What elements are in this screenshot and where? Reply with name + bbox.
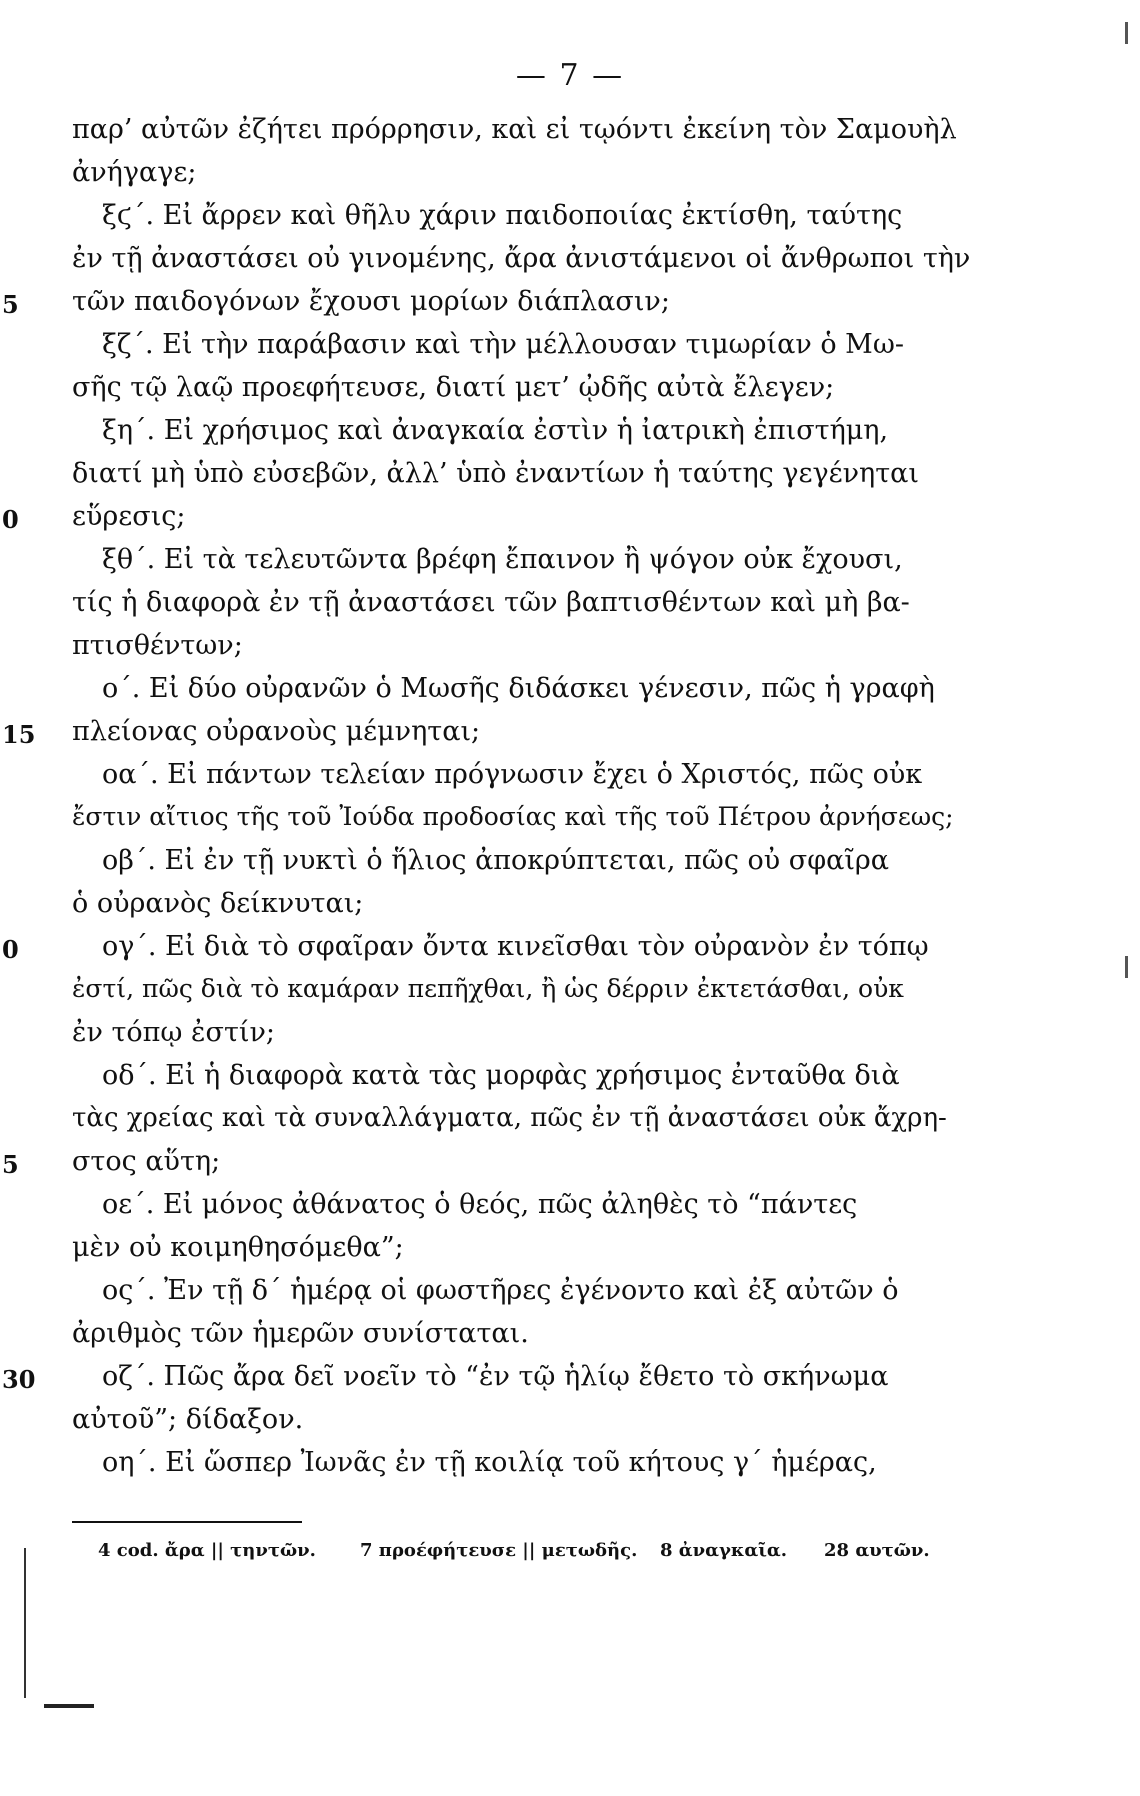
scan-tick-mark (1125, 22, 1128, 44)
text-line: ος΄. Ἐν τῇ δ΄ ἡμέρᾳ οἱ φωστῆρες ἐγένοντο καὶ ἐξ αὐτῶν ὁ (102, 1275, 899, 1306)
line-number: 30 (2, 1365, 36, 1394)
text-line: μὲν οὐ κοιμηθησόμεθα”; (72, 1232, 404, 1263)
text-line: στος αὕτη; (72, 1146, 221, 1177)
margin-bar (24, 1548, 26, 1698)
footnote-rule (72, 1521, 302, 1523)
text-line: οη΄. Εἰ ὥσπερ Ἰωνᾶς ἐν τῇ κοιλίᾳ τοῦ κήτους γ΄ ἡμέρας, (102, 1447, 877, 1478)
text-line: ἐστί, πῶς διὰ τὸ καμάραν πεπῆχθαι, ἢ ὡς δέρριν ἐκτετάσθαι, οὐκ (72, 974, 904, 1003)
margin-dash (44, 1704, 94, 1708)
text-line: ο΄. Εἰ δύο οὐρανῶν ὁ Μωσῆς διδάσκει γένεσιν, πῶς ἡ γραφὴ (102, 673, 935, 704)
line-number: 0 (2, 505, 19, 534)
line-number: 0 (2, 935, 19, 964)
text-line: τῶν παιδογόνων ἔχουσι μορίων διάπλασιν; (72, 286, 670, 317)
text-line: ξϛ΄. Εἰ ἄρρεν καὶ θῆλυ χάριν παιδοποιίας ἐκτίσθη, ταύτης (102, 200, 903, 231)
footnote: 28 αυτῶν. (824, 1540, 930, 1561)
text-line: τίς ἡ διαφορὰ ἐν τῇ ἀναστάσει τῶν βαπτισθέντων καὶ μὴ βα- (72, 587, 910, 618)
text-line: ἐν τόπῳ ἐστίν; (72, 1017, 275, 1048)
text-line: ογ΄. Εἰ διὰ τὸ σφαῖραν ὄντα κινεῖσθαι τὸν οὐρανὸν ἐν τόπῳ (102, 931, 929, 962)
footnote: 8 ἀναγκαῖα. (660, 1540, 788, 1561)
text-line: οδ΄. Εἰ ἡ διαφορὰ κατὰ τὰς μορφὰς χρήσιμος ἐνταῦθα διὰ (102, 1060, 900, 1091)
text-line: ὁ οὐρανὸς δείκνυται; (72, 888, 364, 919)
line-number: 15 (2, 720, 36, 749)
text-line: ἐν τῇ ἀναστάσει οὐ γινομένης, ἄρα ἀνιστάμενοι οἱ ἄνθρωποι τὴν (72, 243, 971, 274)
footnote: 4 cod. ἄρα || τηντῶν. (98, 1540, 316, 1561)
line-number: 5 (2, 290, 19, 319)
text-line: ἔστιν αἴτιος τῆς τοῦ Ἰούδα προδοσίας καὶ τῆς τοῦ Πέτρου ἀρνήσεως; (72, 802, 954, 831)
scan-tick-mark (1125, 956, 1128, 978)
text-line: οζ΄. Πῶς ἄρα δεῖ νοεῖν τὸ “ἐν τῷ ἡλίῳ ἔθετο τὸ σκήνωμα (102, 1361, 889, 1392)
text-line: αὐτοῦ”; δίδαξον. (72, 1404, 304, 1435)
text-line: ξθ΄. Εἰ τὰ τελευτῶντα βρέφη ἔπαινον ἢ ψόγον οὐκ ἔχουσι, (102, 544, 903, 575)
text-line: πτισθέντων; (72, 630, 243, 661)
text-line: εὕρεσις; (72, 501, 186, 532)
page-number: — 7 — (515, 58, 625, 93)
text-line: οα΄. Εἰ πάντων τελείαν πρόγνωσιν ἔχει ὁ Χριστός, πῶς οὐκ (102, 759, 923, 790)
line-number: 5 (2, 1150, 19, 1179)
text-line: διατί μὴ ὑπὸ εὐσεβῶν, ἀλλ’ ὑπὸ ἐναντίων ἡ ταύτης γεγένηται (72, 458, 919, 489)
text-line: ἀριθμὸς τῶν ἡμερῶν συνίσταται. (72, 1318, 529, 1349)
text-line: παρ’ αὐτῶν ἐζήτει πρόρρησιν, καὶ εἰ τῳόντι ἐκείνη τὸν Σαμουὴλ (72, 114, 957, 145)
text-line: πλείονας οὐρανοὺς μέμνηται; (72, 716, 481, 747)
footnote: 7 προέφήτευσε || μετωδῆς. (360, 1540, 638, 1561)
text-line: ξη΄. Εἰ χρήσιμος καὶ ἀναγκαία ἐστὶν ἡ ἰατρικὴ ἐπιστήμη, (102, 415, 889, 446)
text-line: ἀνήγαγε; (72, 157, 197, 188)
text-line: τὰς χρείας καὶ τὰ συναλλάγματα, πῶς ἐν τῇ ἀναστάσει οὐκ ἄχρη- (72, 1103, 947, 1133)
text-line: σῆς τῷ λαῷ προεφήτευσε, διατί μετ’ ᾠδῆς αὐτὰ ἔλεγεν; (72, 372, 835, 403)
text-line: οε΄. Εἰ μόνος ἀθάνατος ὁ θεός, πῶς ἀληθὲς τὸ “πάντες (102, 1189, 858, 1220)
text-line: ξζ΄. Εἰ τὴν παράβασιν καὶ τὴν μέλλουσαν τιμωρίαν ὁ Μω- (102, 329, 904, 360)
text-line: οβ΄. Εἰ ἐν τῇ νυκτὶ ὁ ἥλιος ἀποκρύπτεται, πῶς οὐ σφαῖρα (102, 845, 890, 876)
